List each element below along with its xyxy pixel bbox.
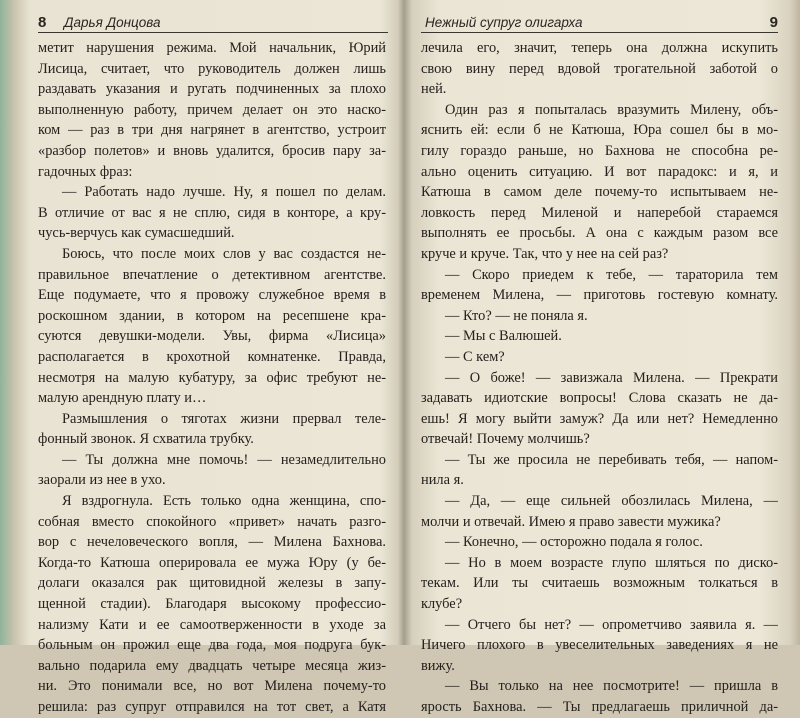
text-line: «разбор полетов» и вновь удалится, бросив пару за- (38, 142, 386, 159)
text-line: Катюша в самом деле почему-то испытываем не- (421, 184, 778, 201)
text-line: располагается в крохотной комнатенке. Правда, (38, 348, 386, 365)
text-line: Еще подумаете, что я провожу служебное время в (38, 287, 386, 304)
header-rule (38, 32, 388, 33)
text-line: — Кто? — не поняла я. (445, 307, 588, 324)
text-line: — Скоро приедем к тебе, — тараторила тем (445, 266, 778, 283)
text-line: роскошном здании, в котором на ресепшене кра- (38, 307, 386, 324)
text-line: раздавать указания и ругать подчиненных за плохо (38, 81, 386, 98)
text-line: задавать идиотские вопросы! Слова сказать не да- (421, 390, 778, 407)
right-page-body (421, 38, 778, 718)
left-page-header (38, 14, 388, 34)
page-number: 9 (769, 14, 778, 31)
text-line: выполнять ее просьбы. А она с каждым разом все (421, 225, 778, 242)
text-line: Ничего плохого в увеселительных заведениях я не (421, 637, 778, 654)
header-rule (421, 32, 778, 33)
text-line: — С кем? (445, 348, 505, 365)
text-line: ни. Это понимали все, но вот Милена почему-то (38, 678, 386, 695)
text-line: вально подарила ему двадцать четыре месяца жиз- (38, 657, 386, 674)
text-line: Когда-то Катюша оперировала ее мужа Юру (у бе- (38, 554, 386, 571)
text-line: лечила его, значит, теперь она должна искупить (421, 40, 778, 56)
text-line: круче и круче. Так, что у нее на сей раз? (421, 245, 669, 262)
text-line: собная вместо спокойного «привет» начать разго- (38, 513, 386, 530)
text-line: — О боже! — завизжала Милена. — Прекрати (445, 369, 778, 386)
text-line: — Отчего бы нет? — опрометчиво заявила я. — (445, 616, 778, 633)
text-line: — Но в моем возрасте глупо шляться по диско- (445, 554, 778, 571)
text-line: Размышления о тяготах жизни прервал теле- (62, 410, 386, 427)
text-line: ально оценить ситуацию. И вот парадокс: и я, и (421, 163, 778, 180)
text-line: вижу. (421, 657, 455, 674)
text-line: временем Милена, — приготовь гостевую комнату. (421, 287, 778, 304)
text-line: суются девушки-модели. Увы, фирма «Лисица» (38, 328, 386, 345)
text-line: ешь! Я могу выйти замуж? Да или нет? Немедленно (421, 410, 778, 427)
text-line: больным он прожил еще два года, моя подруга бук- (38, 637, 386, 654)
text-line: гилу гораздо раньше, но Бахнова не способна ре- (421, 142, 778, 159)
text-line: метит нарушения режима. Мой начальник, Юрий (38, 40, 386, 56)
text-line: отвечай! Почему молчишь? (421, 431, 590, 448)
left-page (0, 0, 400, 715)
text-line: — Ты же просила не перебивать тебя, — напом- (445, 451, 778, 468)
text-line: — Да, — еще сильней обозлилась Милена, — (445, 493, 778, 510)
text-line: — Мы с Валюшей. (445, 328, 562, 345)
text-line: решила: раз супруг отправился на тот свет, а Катя (38, 699, 386, 715)
text-line: долаги оказался рак щитовидной железы в запу- (38, 575, 386, 592)
text-line: ярость Бахнова. — Ты предлагаешь приличной да- (421, 699, 778, 715)
text-line: Лисица, считает, что руководитель должен лишь (38, 60, 386, 77)
text-line: клубе? (421, 596, 463, 613)
text-line: нализму Кати и ее самоотверженности в уходе за (38, 616, 386, 633)
text-line: текам. Или ты считаешь возможным толкаться в (421, 575, 778, 592)
text-line: свою вину перед вдовой трогательной заботой о (421, 60, 778, 77)
text-line: — Конечно, — осторожно подала я голос. (445, 534, 703, 551)
text-line: фонный звонок. Я схватила трубку. (38, 431, 254, 448)
text-line: правильное впечатление о детективном агентстве. (38, 266, 386, 283)
text-line: вор с нечеловеческого вопля, — Милена Бахнова. (38, 534, 386, 551)
page-number: 8 (38, 14, 47, 31)
text-line: молчи и отвечай. Имею я право завести мужика? (421, 513, 721, 530)
text-line: выполненную работу, причем делает он это наско- (38, 101, 386, 118)
text-line: ней. (421, 81, 447, 98)
text-line: малую арендную плату и… (38, 390, 207, 407)
text-line: Один раз я попыталась вразумить Милену, объ- (445, 101, 778, 118)
text-line: — Работать надо лучше. Ну, я пошел по делам. (62, 184, 386, 201)
right-page-header (421, 14, 778, 34)
text-line: Боюсь, что после моих слов у вас создастся не- (62, 245, 386, 262)
running-head-title: Нежный супруг олигарха (425, 15, 583, 30)
text-line: гадочных фраз: (38, 163, 133, 180)
text-line: — Вы только на нее посмотрите! — пришла в (445, 678, 778, 695)
text-line: — Ты должна мне помочь! — незамедлительно (62, 451, 386, 468)
text-line: чусь-верчусь как сумасшедший. (38, 225, 235, 242)
left-page-body (38, 38, 386, 718)
text-line: ком — раз в три дня нагрянет в агентство, устроит (38, 122, 386, 139)
running-head-author: Дарья Донцова (64, 15, 161, 30)
text-line: В отличие от вас я не сплю, сидя в конторе, а кру- (38, 204, 386, 221)
text-line: щенной стадии). Благодаря высокому профессио- (38, 596, 386, 613)
text-line: заорали из нее в ухо. (38, 472, 166, 489)
text-line: Я вздрогнула. Есть только одна женщина, спо- (62, 493, 386, 510)
text-line: несмотря на малую кубатуру, за офис требуют не- (38, 369, 386, 386)
right-page (403, 0, 800, 715)
text-line: нила я. (421, 472, 464, 489)
text-line: яснить ей: если б не Катюша, Юра сошел бы в мо- (421, 122, 778, 139)
text-line: ловкость перед Миленой и наперебой стараемся (421, 204, 778, 221)
